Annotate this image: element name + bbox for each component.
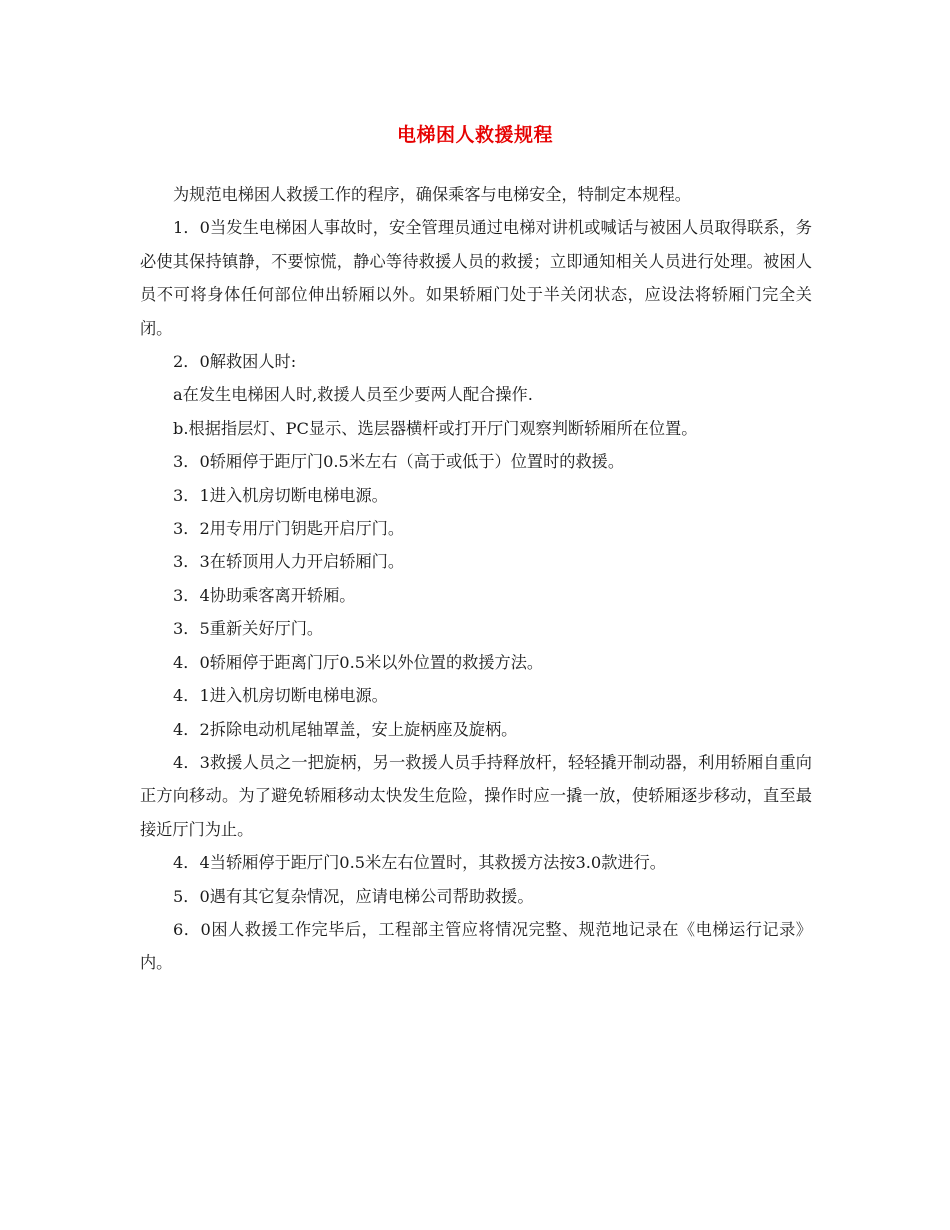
document-title: 电梯困人救援规程 (396, 124, 553, 146)
clause-4-4: 4．4当轿厢停于距厅门0.5米左右位置时，其救援方法按3.0款进行。 (173, 853, 666, 873)
document-body (140, 178, 812, 980)
clause-2-b: b.根据指层灯、PC显示、选层器横杆或打开厅门观察判断轿厢所在位置。 (173, 418, 698, 438)
clause-6-0: 6．0困人救援工作完毕后，工程部主管应将情况完整、规范地记录在《电梯运行记录》内。 (140, 919, 812, 973)
clause-3-5: 3．5重新关好厅门。 (173, 619, 324, 639)
clause-3-1: 3．1进入机房切断电梯电源。 (173, 485, 388, 505)
clause-3-2: 3．2用专用厅门钥匙开启厅门。 (173, 519, 405, 539)
intro-paragraph: 为规范电梯困人救援工作的程序，确保乘客与电梯安全，特制定本规程。 (173, 185, 691, 204)
clause-4-2: 4．2拆除电动机尾轴罩盖，安上旋柄座及旋柄。 (173, 719, 518, 739)
clause-1-0: 1．0当发生电梯困人事故时，安全管理员通过电梯对讲机或喊话与被困人员取得联系，务必使其保持镇静，不要惊慌，静心等待救援人员的救援；立即通知相关人员进行处理。被困人员不可将身体任何部位伸出轿厢以外。如果轿厢门处于半关闭状态，应设法将轿厢门完全关闭。 (140, 218, 812, 338)
clause-4-0: 4．0轿厢停于距离门厅0.5米以外位置的救援方法。 (173, 652, 544, 672)
clause-3-3: 3．3在轿顶用人力开启轿厢门。 (173, 552, 405, 572)
clause-4-1: 4．1进入机房切断电梯电源。 (173, 686, 388, 706)
clause-4-3: 4．3救援人员之一把旋柄，另一救援人员手持释放杆，轻轻撬开制动器，利用轿厢自重向正方向移动。为了避免轿厢移动太快发生危险，操作时应一撬一放，使轿厢逐步移动，直至最接近厅门为止。 (140, 752, 812, 839)
clause-5-0: 5．0遇有其它复杂情况，应请电梯公司帮助救援。 (173, 886, 534, 906)
clause-2-0: 2．0解救困人时: (173, 352, 297, 372)
clause-3-4: 3．4协助乘客离开轿厢。 (173, 585, 356, 605)
clause-3-0: 3．0轿厢停于距厅门0.5米左右（高于或低于）位置时的救援。 (173, 452, 625, 472)
clause-2-a: a在发生电梯困人时,救援人员至少要两人配合操作. (173, 385, 533, 405)
